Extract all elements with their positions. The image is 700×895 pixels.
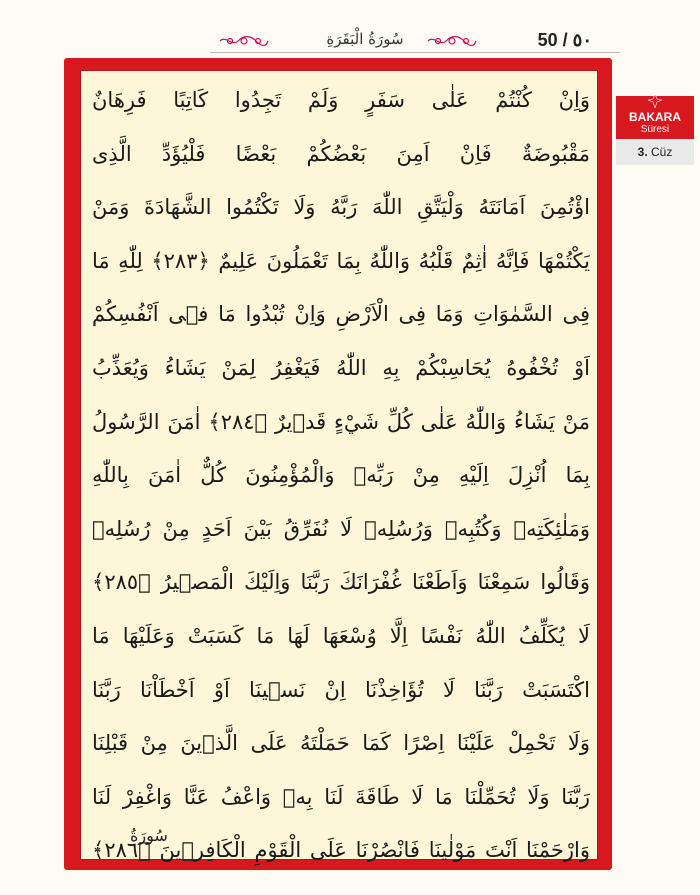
verse-line: اَوْ تُخْفُوهُ يُحَاسِبْكُمْ بِهِ اللّٰهُ فَيَغْفِرُ لِمَنْ يَشَاءُ وَيُعَذِّبُ [92,355,590,380]
header-divider [210,52,620,53]
verse-line: مَنْ يَشَاءُ وَاللّٰهُ عَلٰى كُلِّ شَيْءٍ قَدٖيرٌ ﴿٢٨٤﴾ اٰمَنَ الرَّسُولُ [92,409,590,434]
ornament-right-icon [426,34,478,48]
verse-text [92,74,590,878]
juz-number: 3. [637,145,648,159]
verse-line: رَبَّنَا وَلَا تُحَمِّلْنَا مَا لَا طَاقَةَ لَنَا بِهٖ وَاعْفُ عَنَّا وَاغْفِرْ لَنَا [92,784,590,809]
sura-tab[interactable] [616,96,694,165]
fleur-icon [648,94,662,108]
juz-label [616,139,694,165]
next-page-catchword: سُورَةُ [130,826,168,845]
sura-tab-header [616,96,694,139]
verse-line: مَقْبُوضَةٌ فَاِنْ اَمِنَ بَعْضُكُمْ بَعْضًا فَلْيُؤَدِّ الَّذِى [92,141,590,166]
verse-line: وَقَالُوا سَمِعْنَا وَاَطَعْنَا غُفْرَانَكَ رَبَّنَا وَاِلَيْكَ الْمَصٖيرُ ﴿٢٨٥﴾ [92,570,590,595]
verse-line: فِى السَّمٰوَاتِ وَمَا فِى الْاَرْضِ وَاِنْ تُبْدُوا مَا فٖى اَنْفُسِكُمْ [92,302,590,327]
sura-title: سُورَةُ الْبَقَرَةِ [326,30,404,48]
page-header [0,0,700,60]
page-number: 50 / ٥٠ [537,30,592,50]
sura-tab-subtitle: Süresi [640,124,670,135]
verse-line: يَكْتُمْهَا فَاِنَّهُ اٰثِمٌ قَلْبُهُ وَاللّٰهُ بِمَا تَعْمَلُونَ عَلِيمٌ ﴿٢٨٣﴾ لِلّٰهِ مَا [92,248,590,273]
verse-line: بِمَا اُنْزِلَ اِلَيْهِ مِنْ رَبِّهٖ وَالْمُؤْمِنُونَ كُلٌّ اٰمَنَ بِاللّٰهِ [92,463,590,488]
verse-line: وَارْحَمْنَا اَنْتَ مَوْلٰينَا فَانْصُرْنَا عَلَى الْقَوْمِ الْكَافِرٖينَ ﴿٢٨٦﴾ [92,838,590,863]
juz-word: Cüz [651,145,673,159]
verse-line: وَاِنْ كُنْتُمْ عَلٰى سَفَرٍ وَلَمْ تَجِدُوا كَاتِبًا فَرِهَانٌ [92,88,590,112]
verse-line: لَا يُكَلِّفُ اللّٰهُ نَفْسًا اِلَّا وُسْعَهَا لَهَا مَا كَسَبَتْ وَعَلَيْهَا مَا [92,623,590,648]
verse-line: اكْتَسَبَتْ رَبَّنَا لَا تُؤَاخِذْنَا اِنْ نَسٖينَا اَوْ اَخْطَاْنَا رَبَّنَا [92,677,590,702]
ornament-left-icon [218,34,270,48]
sura-tab-name: BAKARA [629,110,681,124]
verse-line: وَمَلٰئِكَتِهٖ وَكُتُبِهٖ وَرُسُلِهٖ لَا نُفَرِّقُ بَيْنَ اَحَدٍ مِنْ رُسُلِهٖ [92,516,590,541]
verse-line: وَلَا تَحْمِلْ عَلَيْنَا اِصْرًا كَمَا حَمَلْتَهُ عَلَى الَّذٖينَ مِنْ قَبْلِنَا [92,731,590,756]
verse-line: اؤْتُمِنَ اَمَانَتَهُ وَلْيَتَّقِ اللّٰهَ رَبَّهُ وَلَا تَكْتُمُوا الشَّهَادَةَ وَمَنْ [92,195,590,220]
